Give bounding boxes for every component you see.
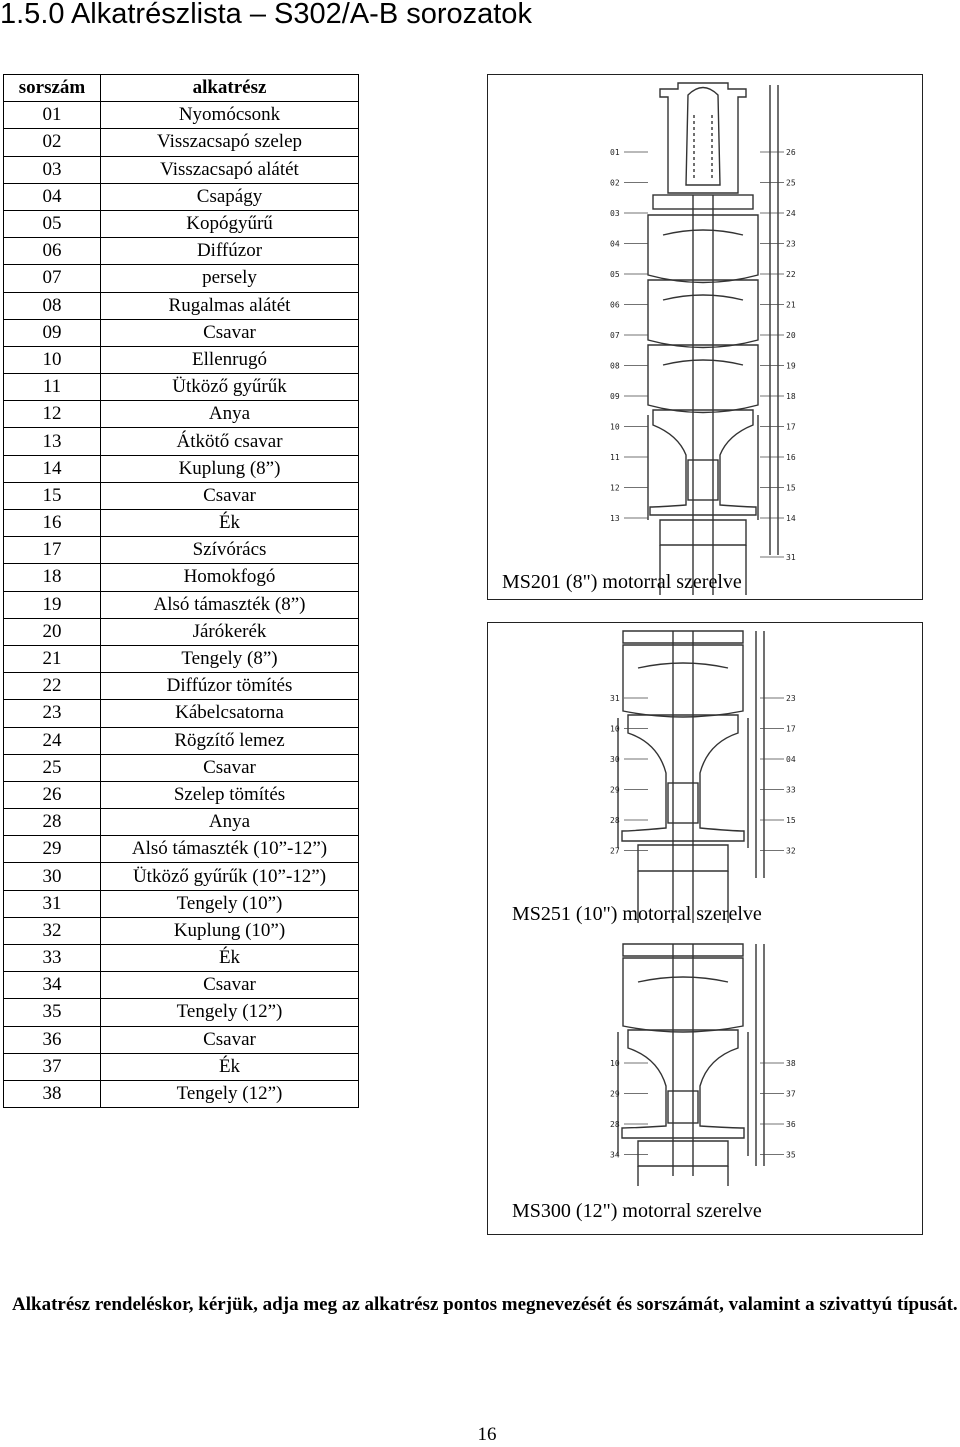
ordering-note: Alkatrész rendeléskor, kérjük, adja meg az alkatrész pontos megnevezését és sorszámát, valamint a szivattyú típusát. bbox=[12, 1294, 958, 1315]
part-name: Visszacsapó szelep bbox=[101, 129, 359, 156]
part-name: persely bbox=[101, 265, 359, 292]
part-number: 24 bbox=[4, 727, 101, 754]
figure-ms251 bbox=[487, 622, 923, 942]
table-row bbox=[4, 863, 359, 890]
part-name: Ék bbox=[101, 1053, 359, 1080]
part-name: Rugalmas alátét bbox=[101, 292, 359, 319]
table-row bbox=[4, 890, 359, 917]
table-row bbox=[4, 1080, 359, 1107]
callout-label: 21 bbox=[786, 300, 796, 310]
part-name: Alsó támaszték (10”-12”) bbox=[101, 836, 359, 863]
callout-label: 19 bbox=[786, 361, 796, 371]
table-header-row bbox=[4, 75, 359, 102]
callout-label: 09 bbox=[610, 392, 620, 401]
part-name: Tengely (10”) bbox=[101, 890, 359, 917]
part-number: 22 bbox=[4, 673, 101, 700]
table-row bbox=[4, 781, 359, 808]
part-number: 34 bbox=[4, 972, 101, 999]
callout-label: 14 bbox=[786, 514, 796, 523]
table-row bbox=[4, 1026, 359, 1053]
part-name: Rögzítő lemez bbox=[101, 727, 359, 754]
callout-label: 23 bbox=[786, 694, 796, 703]
part-number: 10 bbox=[4, 346, 101, 373]
part-number: 01 bbox=[4, 102, 101, 129]
part-name: Alsó támaszték (8”) bbox=[101, 591, 359, 618]
callout-label: 03 bbox=[610, 209, 620, 218]
part-number: 19 bbox=[4, 591, 101, 618]
table-row bbox=[4, 917, 359, 944]
callout-label: 29 bbox=[610, 1089, 620, 1099]
callout-label: 33 bbox=[786, 785, 796, 795]
table-row bbox=[4, 1053, 359, 1080]
table-row bbox=[4, 510, 359, 537]
callout-label: 06 bbox=[610, 300, 620, 310]
part-name: Csapágy bbox=[101, 183, 359, 210]
table-row bbox=[4, 700, 359, 727]
part-number: 16 bbox=[4, 510, 101, 537]
part-number: 09 bbox=[4, 319, 101, 346]
part-name: Csavar bbox=[101, 1026, 359, 1053]
part-name: Homokfogó bbox=[101, 564, 359, 591]
part-number: 36 bbox=[4, 1026, 101, 1053]
callout-label: 15 bbox=[786, 483, 796, 493]
callout-label: 37 bbox=[786, 1089, 796, 1099]
table-row bbox=[4, 754, 359, 781]
table-row bbox=[4, 482, 359, 509]
table-row bbox=[4, 292, 359, 319]
part-name: Diffúzor bbox=[101, 238, 359, 265]
callout-label: 32 bbox=[786, 846, 796, 856]
table-row bbox=[4, 238, 359, 265]
column-header-part: alkatrész bbox=[101, 75, 359, 102]
part-number: 17 bbox=[4, 537, 101, 564]
table-row bbox=[4, 727, 359, 754]
part-name: Szívórács bbox=[101, 537, 359, 564]
callout-label: 24 bbox=[786, 209, 796, 218]
table-row bbox=[4, 537, 359, 564]
table-row bbox=[4, 564, 359, 591]
part-number: 23 bbox=[4, 700, 101, 727]
part-name: Anya bbox=[101, 401, 359, 428]
callout-label: 31 bbox=[786, 553, 796, 562]
part-name: Ütköző gyűrűk bbox=[101, 374, 359, 401]
callout-label: 36 bbox=[786, 1120, 796, 1129]
callout-label: 04 bbox=[786, 755, 796, 764]
part-name: Diffúzor tömítés bbox=[101, 673, 359, 700]
callout-label: 28 bbox=[610, 816, 620, 825]
table-row bbox=[4, 319, 359, 346]
part-name: Kábelcsatorna bbox=[101, 700, 359, 727]
table-row bbox=[4, 645, 359, 672]
callout-label: 38 bbox=[786, 1059, 796, 1068]
part-name: Ék bbox=[101, 510, 359, 537]
callout-label: 10 bbox=[610, 422, 620, 432]
part-number: 38 bbox=[4, 1080, 101, 1107]
part-name: Kuplung (10”) bbox=[101, 917, 359, 944]
part-number: 14 bbox=[4, 455, 101, 482]
table-row bbox=[4, 999, 359, 1026]
table-row bbox=[4, 129, 359, 156]
part-name: Kopógyűrű bbox=[101, 210, 359, 237]
callout-label: 15 bbox=[786, 816, 796, 825]
table-row bbox=[4, 809, 359, 836]
part-number: 18 bbox=[4, 564, 101, 591]
callout-label: 28 bbox=[610, 1120, 620, 1129]
part-number: 35 bbox=[4, 999, 101, 1026]
part-name: Visszacsapó alátét bbox=[101, 156, 359, 183]
callout-label: 01 bbox=[610, 148, 620, 157]
part-number: 32 bbox=[4, 917, 101, 944]
table-row bbox=[4, 265, 359, 292]
callout-label: 22 bbox=[786, 270, 796, 279]
part-number: 02 bbox=[4, 129, 101, 156]
table-row bbox=[4, 455, 359, 482]
part-name: Kuplung (8”) bbox=[101, 455, 359, 482]
part-number: 08 bbox=[4, 292, 101, 319]
part-name: Csavar bbox=[101, 754, 359, 781]
part-number: 07 bbox=[4, 265, 101, 292]
callout-label: 34 bbox=[610, 1150, 620, 1160]
parts-table bbox=[3, 74, 359, 1108]
part-number: 20 bbox=[4, 618, 101, 645]
part-name: Járókerék bbox=[101, 618, 359, 645]
part-number: 28 bbox=[4, 809, 101, 836]
part-number: 03 bbox=[4, 156, 101, 183]
table-row bbox=[4, 618, 359, 645]
table-row bbox=[4, 673, 359, 700]
callout-label: 25 bbox=[786, 178, 796, 188]
part-number: 29 bbox=[4, 836, 101, 863]
pump-drawing-ms251 bbox=[488, 623, 922, 941]
part-number: 31 bbox=[4, 890, 101, 917]
callout-label: 29 bbox=[610, 785, 620, 795]
callout-label: 18 bbox=[786, 392, 796, 401]
part-name: Átkötő csavar bbox=[101, 428, 359, 455]
figure-ms201 bbox=[487, 74, 923, 600]
callout-label: 10 bbox=[610, 1059, 620, 1068]
page-title: 1.5.0 Alkatrészlista – S302/A-B sorozatok bbox=[0, 0, 532, 30]
part-name: Szelep tömítés bbox=[101, 781, 359, 808]
callout-label: 11 bbox=[610, 453, 620, 462]
parts-table-body bbox=[4, 102, 359, 1108]
table-row bbox=[4, 183, 359, 210]
part-number: 21 bbox=[4, 645, 101, 672]
table-row bbox=[4, 591, 359, 618]
table-row bbox=[4, 156, 359, 183]
part-name: Ék bbox=[101, 945, 359, 972]
callout-label: 31 bbox=[610, 694, 620, 703]
callout-label: 17 bbox=[786, 724, 796, 734]
column-header-number: sorszám bbox=[4, 75, 101, 102]
part-number: 15 bbox=[4, 482, 101, 509]
figure-caption-ms251: MS251 (10") motorral szerelve bbox=[512, 903, 762, 925]
callout-label: 12 bbox=[610, 483, 620, 493]
table-row bbox=[4, 102, 359, 129]
part-number: 04 bbox=[4, 183, 101, 210]
callout-label: 10 bbox=[610, 724, 620, 734]
table-row bbox=[4, 346, 359, 373]
part-number: 13 bbox=[4, 428, 101, 455]
part-name: Csavar bbox=[101, 319, 359, 346]
callout-label: 30 bbox=[610, 755, 620, 764]
part-name: Tengely (12”) bbox=[101, 1080, 359, 1107]
pump-drawing-ms201 bbox=[488, 75, 922, 599]
callout-label: 04 bbox=[610, 239, 620, 249]
callout-label: 35 bbox=[786, 1150, 796, 1160]
figure-ms300 bbox=[487, 926, 923, 1235]
table-row bbox=[4, 210, 359, 237]
callout-label: 23 bbox=[786, 239, 796, 249]
figure-caption-ms300: MS300 (12") motorral szerelve bbox=[512, 1200, 762, 1222]
page-number: 16 bbox=[477, 1424, 497, 1445]
part-number: 26 bbox=[4, 781, 101, 808]
table-row bbox=[4, 401, 359, 428]
part-name: Nyomócsonk bbox=[101, 102, 359, 129]
callout-label: 16 bbox=[786, 453, 796, 462]
table-row bbox=[4, 836, 359, 863]
part-name: Anya bbox=[101, 809, 359, 836]
part-name: Ütköző gyűrűk (10”-12”) bbox=[101, 863, 359, 890]
callout-label: 26 bbox=[786, 148, 796, 157]
pump-drawing-ms300 bbox=[488, 926, 922, 1234]
part-name: Tengely (12”) bbox=[101, 999, 359, 1026]
table-row bbox=[4, 972, 359, 999]
part-number: 30 bbox=[4, 863, 101, 890]
part-number: 37 bbox=[4, 1053, 101, 1080]
table-row bbox=[4, 374, 359, 401]
part-number: 11 bbox=[4, 374, 101, 401]
callout-label: 13 bbox=[610, 514, 620, 523]
part-name: Csavar bbox=[101, 972, 359, 999]
part-number: 05 bbox=[4, 210, 101, 237]
part-number: 33 bbox=[4, 945, 101, 972]
part-number: 12 bbox=[4, 401, 101, 428]
callout-label: 17 bbox=[786, 422, 796, 432]
figure-caption-ms201: MS201 (8") motorral szerelve bbox=[502, 571, 742, 593]
callout-label: 02 bbox=[610, 178, 620, 188]
part-number: 25 bbox=[4, 754, 101, 781]
part-number: 06 bbox=[4, 238, 101, 265]
callout-label: 08 bbox=[610, 361, 620, 371]
callout-label: 20 bbox=[786, 331, 796, 340]
table-row bbox=[4, 945, 359, 972]
part-name: Tengely (8”) bbox=[101, 645, 359, 672]
table-row bbox=[4, 428, 359, 455]
part-name: Csavar bbox=[101, 482, 359, 509]
part-name: Ellenrugó bbox=[101, 346, 359, 373]
callout-label: 05 bbox=[610, 270, 620, 279]
callout-label: 07 bbox=[610, 331, 620, 340]
callout-label: 27 bbox=[610, 846, 620, 856]
